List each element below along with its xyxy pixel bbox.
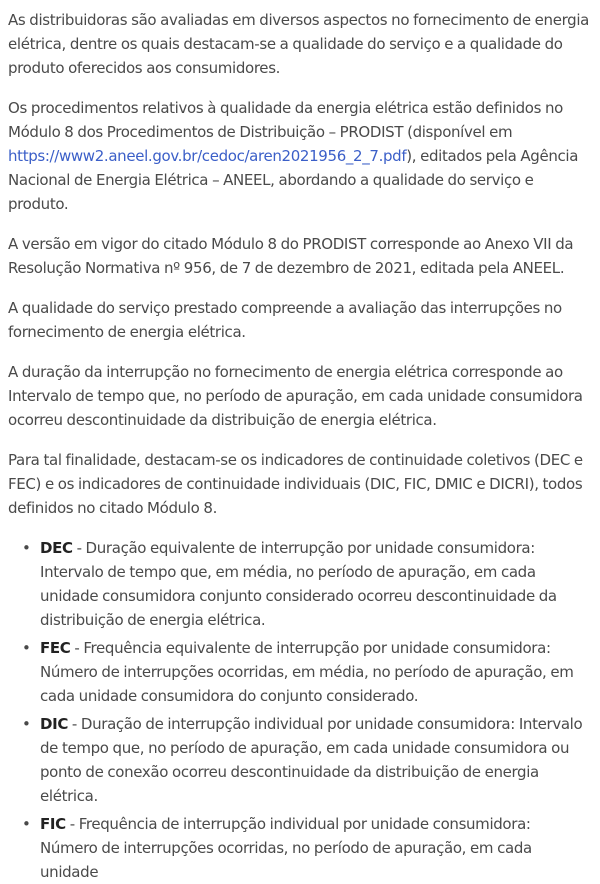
indicator-code: DEC	[40, 539, 73, 557]
procedures-text-after: ), editados pela Agência Nacional de Energia Elétrica – ANEEL, abordando a qualidade do serviço e produto.	[8, 147, 579, 213]
indicators-list	[8, 536, 592, 884]
indicator-description: - Frequência de interrupção individual por unidade consumidora: Número de interrupções ocorridas, no período de apuração, em cada unidade	[40, 815, 532, 881]
procedures-text-before: Os procedimentos relativos à qualidade da energia elétrica estão definidos no Módulo 8 dos Procedimentos de Distribuição – PRODIST (disponível em	[8, 99, 563, 141]
list-item-fec	[22, 636, 592, 708]
indicator-code: FIC	[40, 815, 66, 833]
bullet-icon: •	[22, 639, 31, 657]
bullet-icon: •	[22, 539, 31, 557]
prodist-document-link[interactable]: https://www2.aneel.gov.br/cedoc/aren2021956_2_7.pdf	[8, 147, 407, 165]
bullet-icon: •	[22, 815, 31, 833]
indicator-description: - Frequência equivalente de interrupção por unidade consumidora: Número de interrupções ocorridas, em média, no período de apuração, em cada unidade consumidora do conjunto considerado.	[40, 639, 574, 705]
version-paragraph: A versão em vigor do citado Módulo 8 do PRODIST corresponde ao Anexo VII da Resolução Normativa nº 956, de 7 de dezembro de 2021, editada pela ANEEL.	[8, 235, 574, 277]
list-item-dic	[22, 712, 592, 808]
list-item-dec	[22, 536, 592, 632]
bullet-icon: •	[22, 715, 31, 733]
list-item-fic	[22, 812, 592, 884]
intro-paragraph: As distribuidoras são avaliadas em diversos aspectos no fornecimento de energia elétrica, dentre os quais destacam-se a qualidade do serviço e a qualidade do produto oferecidos aos consumidores.	[8, 11, 589, 77]
interruption-duration-paragraph: A duração da interrupção no fornecimento de energia elétrica corresponde ao Intervalo de tempo que, no período de apuração, em cada unidade consumidora ocorreu descontinuidade da distribuição de energia elétrica.	[8, 363, 583, 429]
indicator-code: DIC	[40, 715, 68, 733]
service-quality-paragraph: A qualidade do serviço prestado compreende a avaliação das interrupções no fornecimento de energia elétrica.	[8, 299, 562, 341]
indicator-description: - Duração de interrupção individual por unidade consumidora: Intervalo de tempo que, no período de apuração, em cada unidade consumidora ou ponto de conexão ocorreu descontinuidade da distribuição de energia elétrica.	[40, 715, 583, 805]
indicator-description: - Duração equivalente de interrupção por unidade consumidora: Intervalo de tempo que, em média, no período de apuração, em cada unidade consumidora conjunto considerado ocorreu descontinuidade da distribuição de energia elétrica.	[40, 539, 557, 629]
procedures-paragraph	[8, 96, 592, 216]
indicators-intro-paragraph: Para tal finalidade, destacam-se os indicadores de continuidade coletivos (DEC e FEC) e os indicadores de continuidade individuais (DIC, FIC, DMIC e DICRI), todos definidos no citado Módulo 8.	[8, 451, 583, 517]
indicator-code: FEC	[40, 639, 71, 657]
